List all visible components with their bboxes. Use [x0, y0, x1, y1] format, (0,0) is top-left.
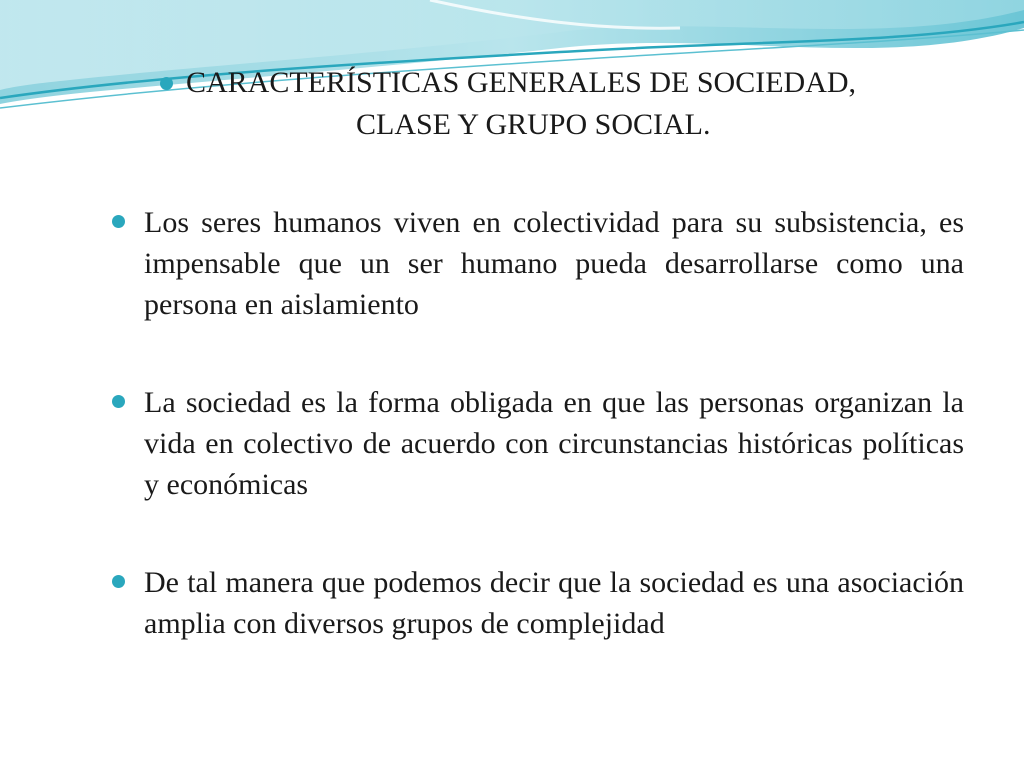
title-line-2: CLASE Y GRUPO SOCIAL.	[356, 108, 711, 141]
bullet-icon	[112, 395, 125, 408]
bullet-item-1	[112, 202, 964, 325]
bullet-text: La sociedad es la forma obligada en que las personas organizan la vida en colectivo de acuerdo con circunstancias históricas políticas y económicas	[144, 386, 964, 501]
slide-title	[160, 62, 940, 146]
bullet-icon	[112, 215, 125, 228]
bullet-text: De tal manera que podemos decir que la sociedad es una asociación amplia con diversos grupos de complejidad	[144, 566, 964, 640]
bullet-item-3	[112, 562, 964, 644]
bullet-text: Los seres humanos viven en colectividad para su subsistencia, es impensable que un ser humano pueda desarrollarse como una persona en aislamiento	[144, 206, 964, 321]
bullet-icon	[112, 575, 125, 588]
title-line-1: CARACTERÍSTICAS GENERALES DE SOCIEDAD,	[186, 66, 857, 99]
bullet-item-2	[112, 382, 964, 505]
title-bullet-icon	[160, 77, 173, 90]
